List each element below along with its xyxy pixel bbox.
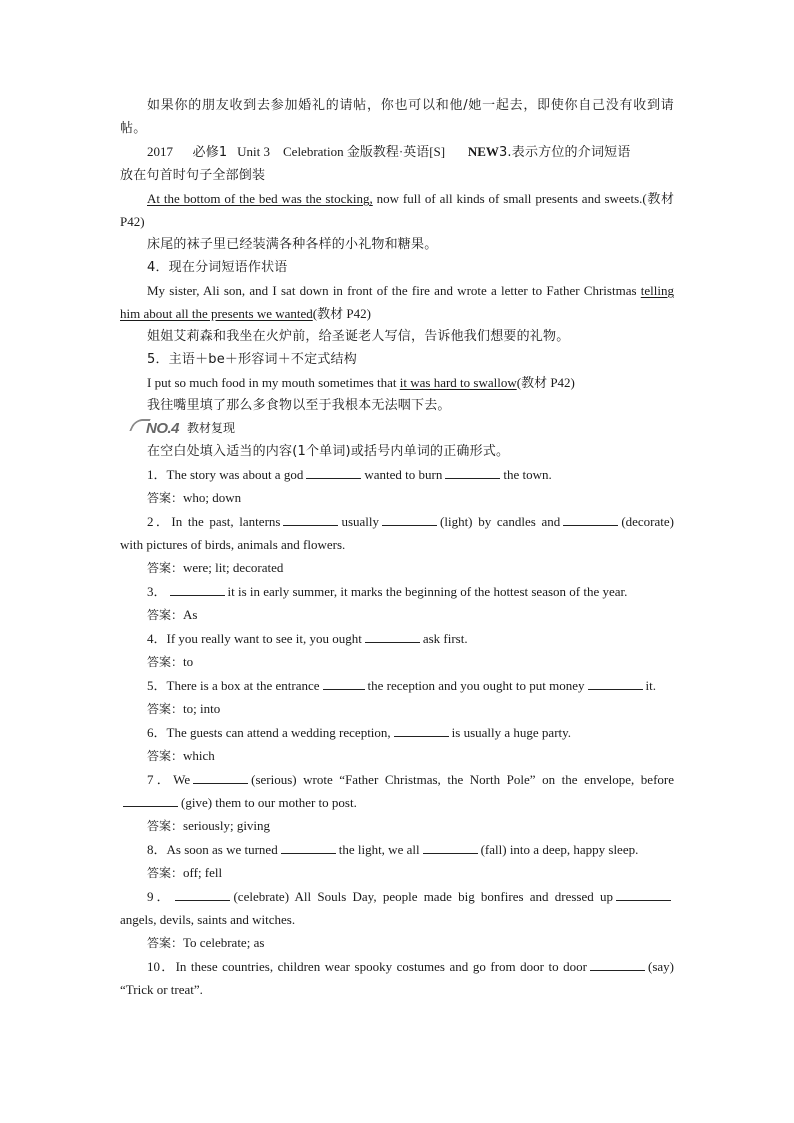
q8-text-c: (fall) into a deep, happy sleep. (480, 842, 639, 857)
item3-example (120, 187, 674, 233)
header-title: Celebration 金版教程·英语[S] (283, 144, 446, 159)
answer-4 (120, 650, 674, 674)
q8-blank-2[interactable] (423, 840, 478, 854)
item4-translation: 姐姐艾莉森和我坐在火炉前，给圣诞老人写信，告诉他我们想要的礼物。 (147, 329, 570, 344)
header-unit: Unit 3 (237, 144, 270, 159)
q5-text-a: 5．There is a box at the entrance (147, 678, 320, 693)
item3-title-b: 放在句首时句子全部倒装 (120, 168, 266, 183)
q7-blank-1[interactable] (193, 770, 248, 784)
q1-text-a: 1．The story was about a god (147, 467, 304, 482)
q4-blank-1[interactable] (365, 629, 420, 643)
q9-text-b: (celebrate) All Souls Day, people made big bonfires and dressed up (233, 889, 613, 904)
q9-blank-1[interactable] (175, 887, 230, 901)
answer-label: 答案： (147, 655, 184, 669)
section-heading (132, 417, 674, 440)
question-1 (120, 463, 674, 486)
item4-example (120, 279, 674, 325)
answer-label: 答案： (147, 819, 184, 833)
q9-blank-2[interactable] (616, 887, 671, 901)
q4-text-b: ask first. (422, 631, 468, 646)
answer-1-text: who; down (183, 490, 242, 505)
running-header-line (120, 140, 674, 164)
q2-text-d: (decorate) with pictures of birds, animals and flowers. (120, 514, 674, 552)
item5-underlined: it was hard to swallow (399, 375, 517, 390)
answer-2-text: were; lit; decorated (183, 560, 284, 575)
item5-example (120, 371, 674, 394)
item5-translation: 我往嘴里填了那么多食物以至于我根本无法咽下去。 (147, 398, 451, 413)
q3-text-b: it is in early summer, it marks the beginning of the hottest season of the year. (227, 584, 628, 599)
answer-6 (120, 744, 674, 768)
q7-text-a: 7．We (147, 772, 191, 787)
q10-blank-1[interactable] (590, 957, 645, 971)
question-2 (120, 510, 674, 556)
item4-en-a: My sister, Ali son, and I sat down in front of the fire and wrote a letter to Father Christmas (147, 283, 641, 298)
item3-underlined: At the bottom of the bed was the stocking, (147, 191, 373, 206)
question-3 (120, 580, 674, 603)
q7-text-c: (give) them to our mother to post. (181, 795, 357, 810)
answer-2 (120, 556, 674, 580)
header-year: 2017 (147, 144, 173, 159)
question-4 (120, 627, 674, 650)
answer-label: 答案： (147, 702, 184, 716)
item5-title: 5．主语＋be＋形容词＋不定式结构 (147, 352, 357, 367)
q7-blank-2[interactable] (123, 793, 178, 807)
q4-text-a: 4．If you really want to see it, you ought (147, 631, 362, 646)
q1-text-b: wanted to burn (364, 467, 443, 482)
question-6 (120, 721, 674, 744)
document-page (120, 94, 674, 1001)
q2-blank-3[interactable] (563, 512, 618, 526)
q6-text-a: 6．The guests can attend a wedding reception, (147, 725, 391, 740)
q6-text-b: is usually a huge party. (451, 725, 572, 740)
q2-text-b: usually (341, 514, 380, 529)
header-new: NEW (467, 144, 499, 159)
question-8 (120, 838, 674, 861)
q5-blank-2[interactable] (588, 676, 643, 690)
item3-rest: now full of all kinds of small presents and sweets.(教材 P42) (120, 191, 674, 229)
q2-text-a: 2．In the past, lanterns (147, 514, 281, 529)
item3-title-a: 3.表示方位的介词短语 (498, 145, 631, 160)
answer-label: 答案： (147, 491, 184, 505)
q3-blank-1[interactable] (170, 582, 225, 596)
q5-blank-1[interactable] (323, 676, 365, 690)
answer-6-text: which (183, 748, 215, 763)
section-title: 教材复现 (187, 421, 236, 435)
section-instruction: 在空白处填入适当的内容(1个单词)或括号内单词的正确形式。 (147, 444, 510, 459)
answer-label: 答案： (147, 866, 184, 880)
answer-label: 答案： (147, 936, 184, 950)
answer-label: 答案： (147, 608, 184, 622)
answer-7 (120, 814, 674, 838)
answer-9-text: To celebrate; as (183, 935, 265, 950)
q1-text-c: the town. (503, 467, 552, 482)
q8-blank-1[interactable] (281, 840, 336, 854)
item3-translation: 床尾的袜子里已经装满各种各样的小礼物和糖果。 (147, 237, 438, 252)
answer-5-text: to; into (183, 701, 221, 716)
item5-en-b: (教材 P42) (516, 375, 575, 390)
answer-8 (120, 861, 674, 885)
q10-text-a: 10．In these countries, children wear spooky costumes and go from door to door (147, 959, 587, 974)
q10-text-b: (say) “Trick or treat”. (120, 959, 674, 997)
q1-blank-2[interactable] (445, 465, 500, 479)
q2-blank-2[interactable] (382, 512, 437, 526)
item4-title: 4．现在分词短语作状语 (147, 260, 288, 275)
question-9 (120, 885, 674, 931)
q6-blank-1[interactable] (394, 723, 449, 737)
answer-9 (120, 931, 674, 955)
q7-text-b: (serious) wrote “Father Christmas, the North Pole” on the envelope, before (251, 772, 675, 787)
q3-text-a: 3． (147, 584, 167, 599)
q8-text-a: 8．As soon as we turned (147, 842, 278, 857)
section-badge: NO.4 (132, 417, 179, 440)
header-book: 必修1 (192, 145, 228, 160)
q9-text-a: 9． (147, 889, 173, 904)
answer-4-text: to (183, 654, 194, 669)
answer-5 (120, 697, 674, 721)
question-5 (120, 674, 674, 697)
q8-text-b: the light, we all (338, 842, 420, 857)
q2-blank-1[interactable] (283, 512, 338, 526)
answer-7-text: seriously; giving (183, 818, 271, 833)
item4-en-b: (教材 P42) (312, 306, 371, 321)
answer-label: 答案： (147, 561, 184, 575)
q1-blank-1[interactable] (306, 465, 361, 479)
answer-8-text: off; fell (183, 865, 223, 880)
answer-1 (120, 486, 674, 510)
intro-translation: 如果你的朋友收到去参加婚礼的请帖，你也可以和他/她一起去，即使你自己没有收到请帖。 (120, 98, 674, 136)
item5-en-a: I put so much food in my mouth sometimes that (147, 375, 400, 390)
question-10 (120, 955, 674, 1001)
item4-underlined: telling him about all the presents we wanted (120, 283, 674, 321)
q2-text-c: (light) by candles and (440, 514, 561, 529)
q5-text-c: it. (645, 678, 657, 693)
answer-3 (120, 603, 674, 627)
question-7 (120, 768, 674, 814)
q9-text-c: angels, devils, saints and witches. (120, 912, 296, 927)
q5-text-b: the reception and you ought to put money (367, 678, 585, 693)
answer-label: 答案： (147, 749, 184, 763)
answer-3-text: As (183, 607, 198, 622)
